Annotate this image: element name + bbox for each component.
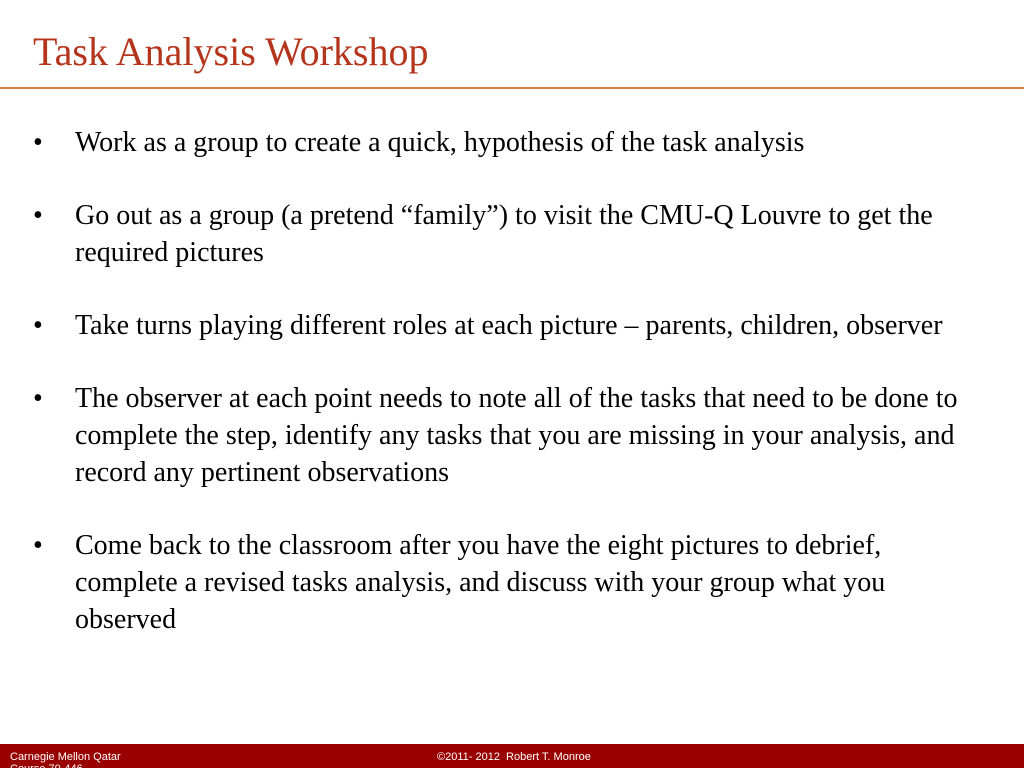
bullet-text: Work as a group to create a quick, hypothesis of the task analysis (75, 127, 805, 158)
bullet-marker: • (33, 127, 43, 158)
bullet-marker: • (33, 200, 43, 231)
title-divider (0, 87, 1024, 89)
bullet-text: Come back to the classroom after you have the eight pictures to debrief, complete a revised tasks analysis, and discuss with your group what you observed (75, 530, 886, 635)
bullet-list (0, 124, 1024, 674)
footer-course: Course 70-446 (10, 763, 83, 775)
bullet-item (0, 380, 1024, 491)
bullet-marker: • (33, 383, 43, 414)
bullet-item (0, 527, 1024, 638)
footer-bar (0, 744, 1024, 775)
footer-copyright: ©2011- 2012 Robert T. Monroe (437, 751, 591, 763)
footer-institution: Carnegie Mellon Qatar (10, 751, 121, 763)
bullet-marker: • (33, 530, 43, 561)
bullet-text: The observer at each point needs to note all of the tasks that need to be done to complete the step, identify any tasks that you are missing in your analysis, and record any pertinent observations (75, 383, 958, 488)
bullet-text: Go out as a group (a pretend “family”) to visit the CMU-Q Louvre to get the required pictures (75, 200, 933, 268)
bullet-item (0, 307, 1024, 344)
bullet-marker: • (33, 310, 43, 341)
slide-title: Task Analysis Workshop (33, 29, 429, 74)
bullet-item (0, 197, 1024, 271)
bullet-item (0, 124, 1024, 161)
bullet-text: Take turns playing different roles at each picture – parents, children, observer (75, 310, 943, 341)
